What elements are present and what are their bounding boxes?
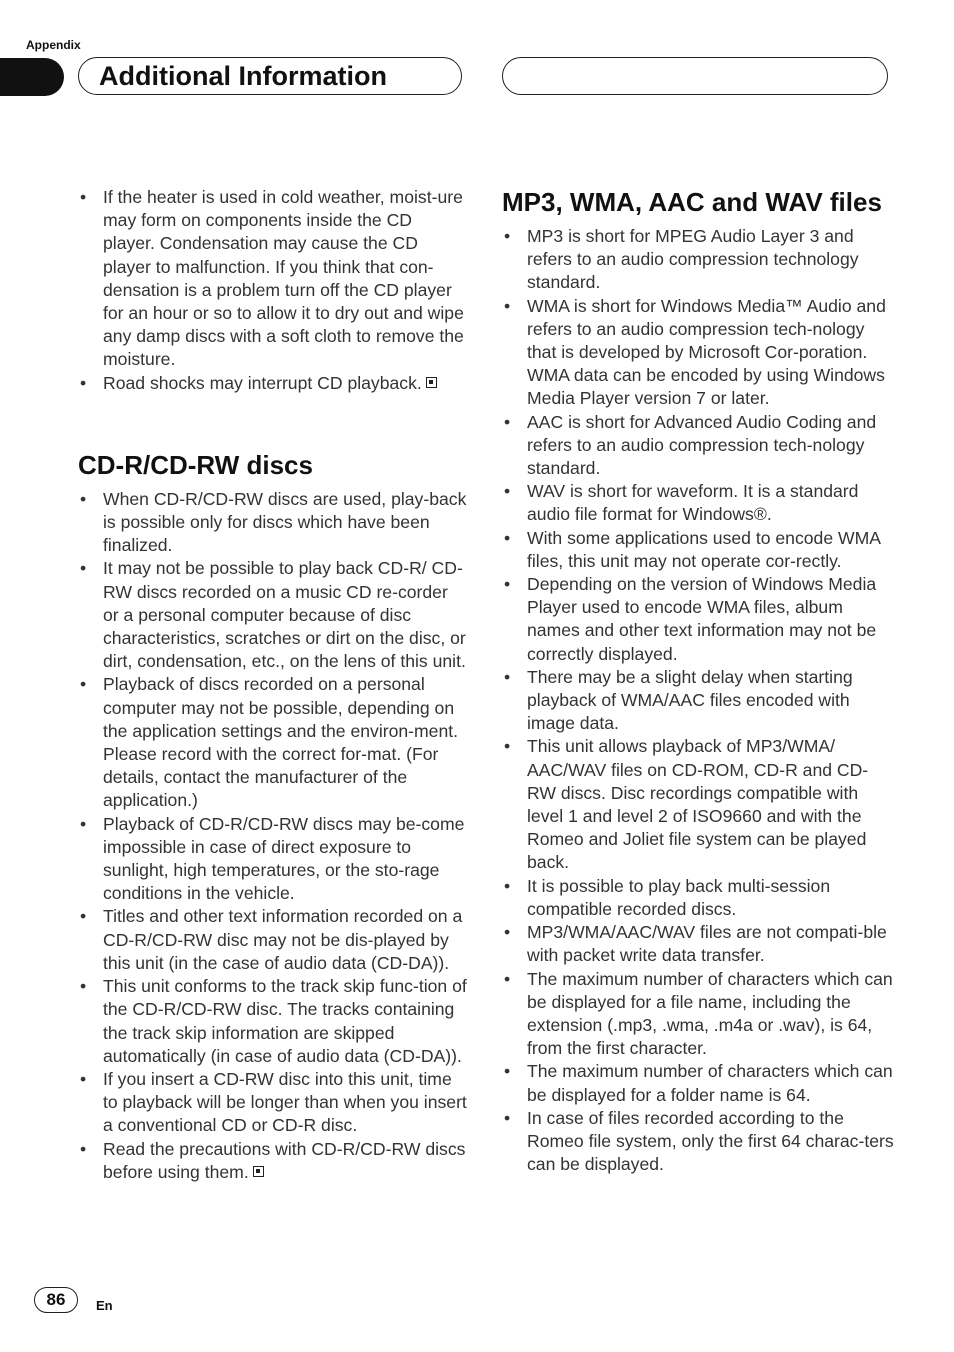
list-item: • Road shocks may interrupt CD playback. xyxy=(78,372,468,395)
end-of-section-icon xyxy=(426,377,437,388)
intro-list xyxy=(78,186,468,395)
page-title-box xyxy=(78,57,462,95)
list-item: • When CD-R/CD-RW discs are used, play-back is possible only for discs which have been finalized. xyxy=(78,488,468,558)
list-item: • In case of files recorded according to the Romeo file system, only the first 64 charac-ters can be displayed. xyxy=(502,1107,894,1177)
list-item: • The maximum number of characters which can be displayed for a file name, including the extension (.mp3, .wma, .m4a or .wav), is 64, from the first character. xyxy=(502,968,894,1061)
page-title: Additional Information xyxy=(99,61,387,91)
cdr-section-heading: CD-R/CD-RW discs xyxy=(78,449,313,480)
empty-header-box xyxy=(502,57,888,95)
cdr-list xyxy=(78,488,468,1184)
list-item: • Depending on the version of Windows Media Player used to encode WMA files, album names and other text information may not be correctly displayed. xyxy=(502,573,894,666)
list-item: • With some applications used to encode WMA files, this unit may not operate cor-rectly. xyxy=(502,527,894,573)
list-item: • The maximum number of characters which can be displayed for a folder name is 64. xyxy=(502,1060,894,1106)
list-item: • It may not be possible to play back CD-R/ CD-RW discs recorded on a music CD re-corder or a personal computer because of disc characteristics, scratches or dirt on the disc, or dirt, condensation, etc., on the lens of this unit. xyxy=(78,557,468,673)
list-item: • This unit allows playback of MP3/WMA/ AAC/WAV files on CD-ROM, CD-R and CD-RW discs. Disc recordings compatible with level 1 and level 2 of ISO9660 and with the Romeo and Joliet file system can be played back. xyxy=(502,735,894,874)
mp3-section-heading: MP3, WMA, AAC and WAV files xyxy=(502,187,882,217)
list-item: • This unit conforms to the track skip func-tion of the CD-R/CD-RW disc. The tracks containing the track skip information are skipped automatically (in case of audio data (CD-DA)). xyxy=(78,975,468,1068)
list-item: • MP3 is short for MPEG Audio Layer 3 and refers to an audio compression technology standard. xyxy=(502,225,894,295)
end-of-section-icon xyxy=(253,1166,264,1177)
section-label: Appendix xyxy=(26,38,81,52)
list-item: • Titles and other text information recorded on a CD-R/CD-RW disc may not be dis-played by this unit (in the case of audio data (CD-DA)). xyxy=(78,905,468,975)
list-item: • MP3/WMA/AAC/WAV files are not compati-ble with packet write data transfer. xyxy=(502,921,894,967)
mp3-list xyxy=(502,225,894,1176)
list-item: • WAV is short for waveform. It is a standard audio file format for Windows®. xyxy=(502,480,894,526)
list-item: • WMA is short for Windows Media™ Audio and refers to an audio compression tech-nology that is developed by Microsoft Cor-poration. WMA data can be encoded by using Windows Media Player version 7 or later. xyxy=(502,295,894,411)
list-item: • Playback of CD-R/CD-RW discs may be-come impossible in case of direct exposure to sunlight, high temperatures, or the sto-rage conditions in the vehicle. xyxy=(78,813,468,906)
section-tab-marker xyxy=(0,58,64,96)
list-item: • It is possible to play back multi-session compatible recorded discs. xyxy=(502,875,894,921)
language-label: En xyxy=(96,1298,113,1313)
page-number: 86 xyxy=(34,1287,78,1313)
left-column xyxy=(78,186,468,1184)
list-item: • AAC is short for Advanced Audio Coding and refers to an audio compression tech-nology standard. xyxy=(502,411,894,481)
right-column xyxy=(502,186,894,1176)
list-item: • Read the precautions with CD-R/CD-RW discs before using them. xyxy=(78,1138,468,1184)
list-item: • If the heater is used in cold weather, moist-ure may form on components inside the CD player. Condensation may cause the CD player to malfunction. If you think that con-densation is a problem turn off the CD player for an hour or so to allow it to dry out and wipe any damp discs with a soft cloth to remove the moisture. xyxy=(78,186,468,372)
list-item: • Playback of discs recorded on a personal computer may not be possible, depending on the application settings and the environ-ment. Please record with the correct for-mat. (For details, contact the manufacturer of the application.) xyxy=(78,673,468,812)
list-item: • If you insert a CD-RW disc into this unit, time to playback will be longer than when you insert a conventional CD or CD-R disc. xyxy=(78,1068,468,1138)
list-item: • There may be a slight delay when starting playback of WMA/AAC files encoded with image data. xyxy=(502,666,894,736)
